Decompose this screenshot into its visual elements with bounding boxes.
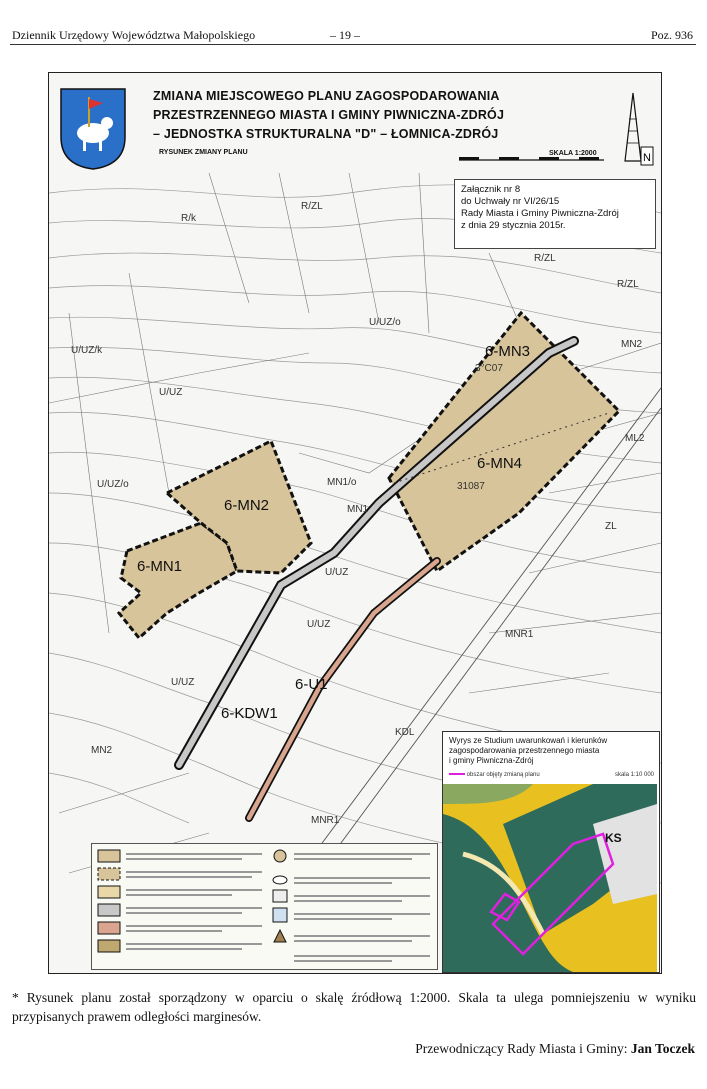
label-mn1: MN1 (347, 504, 369, 515)
page-number: – 19 – (330, 28, 360, 42)
label-uuzo: U/UZ/o (97, 479, 129, 490)
annex-line: z dnia 29 stycznia 2015r. (461, 220, 566, 231)
inset-title (449, 736, 654, 766)
label-mn1o: MN1/o (327, 477, 357, 488)
label-mn2: MN2 (91, 745, 113, 756)
map-legend (91, 843, 438, 970)
footnote: * Rysunek planu został sporządzony w oparciu o skalę źródłową 1:2000. Skala ta ulega pomniejszeniu w wyniku przypisanych prawem odległości marginesów. (12, 990, 696, 1024)
zone-label-mn1: 6-MN1 (137, 558, 183, 575)
label-uuzo: U/UZ/o (369, 317, 401, 328)
parcel-number: 31087 (457, 481, 485, 492)
label-uuz: U/UZ (159, 387, 183, 398)
annex-line: do Uchwały nr VI/26/15 (461, 196, 560, 207)
label-mn2: MN2 (621, 339, 643, 350)
label-rzl: R/ZL (534, 253, 556, 264)
zone-label-u1: 6-U1 (295, 676, 328, 693)
label-mnr1: MNR1 (505, 629, 534, 640)
inset-title-line: Wyrys ze Studium uwarunkowań i kierunków (449, 736, 608, 745)
inset-title-line: zagospodarowania przestrzennego miasta (449, 746, 600, 755)
inset-label: KS (605, 831, 622, 845)
map-title (153, 87, 504, 144)
position-number: Poz. 936 (651, 28, 693, 42)
inset-legend (449, 772, 654, 778)
map-title-line: ZMIANA MIEJSCOWEGO PLANU ZAGOSPODAROWANIA (153, 89, 500, 103)
label-uuz: U/UZ (307, 619, 331, 630)
label-mnr1: MNR1 (311, 815, 340, 826)
annex-line: Rady Miasta i Gminy Piwniczna-Zdrój (461, 208, 619, 219)
inset-scale: skala 1:10 000 (614, 772, 654, 778)
signature (415, 1041, 695, 1057)
label-uuz: U/UZ (325, 567, 349, 578)
north-arrow-icon (619, 89, 655, 169)
signature-prefix: Przewodniczący Rady Miasta i Gminy: (415, 1041, 628, 1056)
legend-swatches (92, 844, 437, 969)
map-title-line: PRZESTRZENNEGO MIASTA I GMINY PIWNICZNA-ZDRÓJ (153, 108, 505, 122)
zone-label-mn3: 6-MN3 (485, 343, 531, 360)
scale-bar (459, 157, 604, 160)
header-divider (10, 44, 696, 45)
north-label: N (643, 152, 651, 164)
study-extract-inset (442, 731, 660, 973)
inset-title-line: i gminy Piwniczna-Zdrój (449, 756, 534, 765)
label-kdl: KDL (395, 727, 415, 738)
inset-legend-text: obszar objęty zmianą planu (466, 772, 540, 778)
label-uuzk: U/UZ/k (71, 345, 103, 356)
coat-of-arms-icon (59, 87, 127, 171)
inset-legend-swatch (449, 773, 465, 775)
map-subtitle: RYSUNEK ZMIANY PLANU (159, 149, 248, 156)
scale-label: SKALA 1:2000 (549, 150, 597, 157)
annex-box (454, 179, 656, 249)
journal-title: Dziennik Urzędowy Województwa Małopolskiego (12, 28, 256, 42)
zone-label-mn2: 6-MN2 (224, 497, 270, 514)
inset-map (443, 784, 657, 972)
label-rzl: R/ZL (301, 201, 323, 212)
label-rk: R/k (181, 213, 196, 224)
map-title-line: – JEDNOSTKA STRUKTURALNA "D" – ŁOMNICA-ZDRÓJ (153, 127, 499, 141)
annex-line: Załącznik nr 8 (461, 184, 521, 195)
label-ml2: ML2 (625, 433, 645, 444)
parcel-number: 3°C07 (475, 363, 503, 374)
label-rzl: R/ZL (617, 279, 639, 290)
plan-map (48, 72, 662, 974)
zone-label-kdw1: 6-KDW1 (221, 705, 278, 722)
zone-mn1 (119, 523, 237, 638)
label-uuz: U/UZ (171, 677, 195, 688)
signature-name: Jan Toczek (630, 1041, 695, 1056)
zone-label-mn4: 6-MN4 (477, 455, 523, 472)
label-zl: ZL (605, 521, 617, 532)
